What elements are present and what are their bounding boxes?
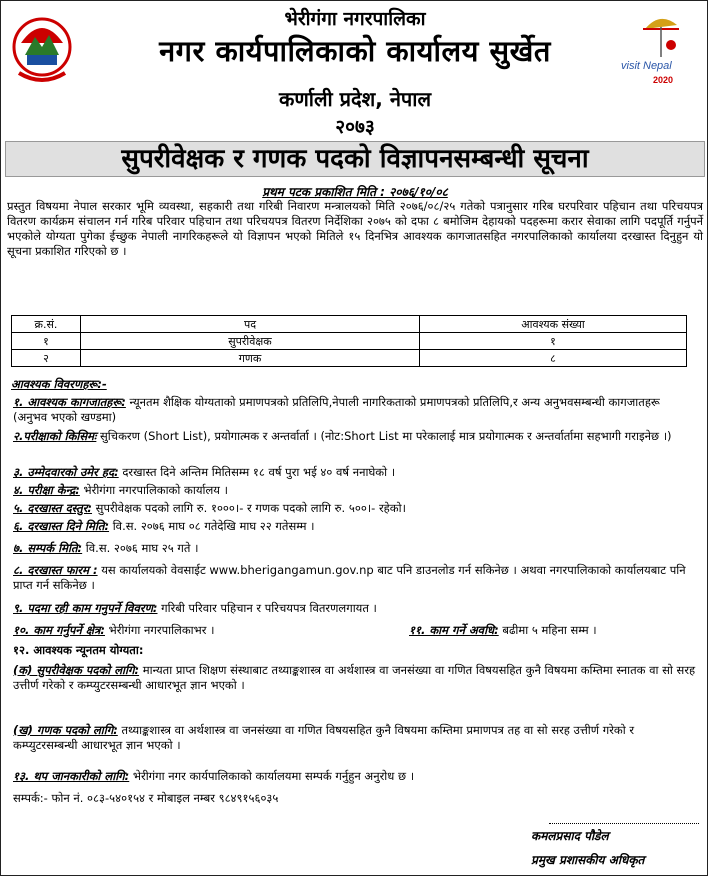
list-item xyxy=(13,465,697,480)
item-text: भेरीगंगा नगरपालिकाभर । xyxy=(105,623,215,637)
province-line: कर्णाली प्रदेश, नेपाल xyxy=(278,87,432,111)
year-line: २०७३ xyxy=(335,116,375,138)
item-label: ५. दरखास्त दस्तुर: xyxy=(13,501,93,515)
table-header-cell: क्र.सं. xyxy=(12,316,81,333)
visit-logo-text: visit Nepal xyxy=(621,60,672,72)
list-item xyxy=(409,623,699,638)
item-label: ११. काम गर्ने अवधि: xyxy=(409,623,499,637)
signature-line xyxy=(549,823,699,824)
item-label: १. आवश्यक कागजातहरू: xyxy=(13,395,126,409)
list-item xyxy=(13,563,697,593)
item-label: १०. काम गर्नुपर्ने क्षेत्र: xyxy=(13,623,105,637)
table-header-row xyxy=(12,316,687,333)
table-cell: १ xyxy=(420,333,687,350)
item-label: ४. परीक्षा केन्द्र: xyxy=(13,483,80,497)
item-label: ३. उम्मेदवारको उमेर हद: xyxy=(13,465,119,479)
visit-logo-year: 2020 xyxy=(653,75,674,85)
item-label: १३. थप जानकारीको लागि: xyxy=(13,769,130,783)
notice-banner: सुपरीवेक्षक र गणक पदको विज्ञापनसम्बन्धी सूचना xyxy=(5,141,705,177)
publication-date: प्रथम पटक प्रकाशित मिति : २०७६/१०/०८ xyxy=(262,185,448,199)
item-label: (क) सुपरीवेक्षक पदको लागि: xyxy=(13,663,140,677)
item-text: तथ्याङ्कशास्त्र वा अर्थशास्त्र वा जनसंख्या वा गणित विषयसहित कुनै विषयमा कम्तिमा प्रमाणपत्र तह वा सो सरह उत्तीर्ण गरेको र कम्प्युटरसम्बन्धी आधारभूत ज्ञान भएको । xyxy=(13,723,635,752)
table-cell: सुपरीवेक्षक xyxy=(81,333,420,350)
table-row xyxy=(12,333,687,350)
list-item xyxy=(13,723,697,753)
table-cell: ८ xyxy=(420,350,687,367)
list-item xyxy=(13,429,697,444)
intro-paragraph: प्रस्तुत विषयमा नेपाल सरकार भूमि व्यवस्था, सहकारी तथा गरिबी निवारण मन्त्रालयको मिति २०७६/०८/२५ गतेको पत्रानुसार गरिब घरपरिवार पहिचान तथा परिचयपत्र वितरण कार्यक्रम संचालन गर्न गरिब परिवार पहिचान तथा परिचयपत्र वितरण निर्देशिका २०७५ को दफा ८ बमोजिम देहायको पदहरूमा करार सेवाका लागि पदपूर्ति गर्नुपर्ने भएकोले योग्यता पुगेका ईच्छुक नेपाली नागरिकहरूले यो विज्ञापन भएको मितिले १५ दिनभित्र आवश्यक कागजातसहित नगरपालिकाको कार्यालया दरखास्त दिनुहुन यो सूचना प्रकाशित गरिएको छ । xyxy=(7,199,703,258)
signatory-name: कमलप्रसाद पौडेल xyxy=(531,829,609,843)
item-text: सुचिकरण (Short List), प्रयोगात्मक र अन्तर्वार्ता । (नोट:Short List मा परेकालाई मात्र प्रयोगात्मक र अन्तर्वार्तामा सहभागी गराइनेछ ।) xyxy=(96,429,672,443)
table-cell: २ xyxy=(12,350,81,367)
qualification-heading: १२. आवश्यक न्यूनतम योग्यता: xyxy=(13,643,144,657)
item-text: दरखास्त दिने अन्तिम मितिसम्म १८ वर्ष पुरा भई ४० वर्ष ननाघेको । xyxy=(118,465,396,479)
item-text: भेरीगंगा नगर कार्यपालिकाको कार्यालयमा सम्पर्क गर्नुहुन अनुरोध छ । xyxy=(129,769,415,783)
item-text: यस कार्यालयको वेवसाईट www.bherigangamun.gov.np बाट पनि डाउनलोड गर्न सकिनेछ । अथवा नगरपालिकाको कार्यालयबाट पनि प्राप्त गर्न सकिनेछ । xyxy=(13,563,686,592)
list-item xyxy=(13,769,697,784)
list-item xyxy=(13,395,697,425)
list-item xyxy=(13,483,697,498)
details-heading: आवश्यक विवरणहरू:- xyxy=(11,377,107,391)
item-text: भेरीगंगा नगरपालिकाको कार्यालय । xyxy=(79,483,228,497)
table-header-cell: पद xyxy=(81,316,420,333)
municipality-name: भेरीगंगा नगरपालिका xyxy=(284,8,426,30)
contact-line: सम्पर्क:- फोन नं. ०८३-५४०१५४ र मोबाइल नम्बर ९८४९१५६०३५ xyxy=(13,791,279,805)
item-text: गरिबी परिवार पहिचान र परिचयपत्र वितरणलगायत । xyxy=(157,601,377,615)
list-item xyxy=(13,663,697,693)
item-label: (ख) गणक पदको लागि: xyxy=(13,723,118,737)
list-item xyxy=(13,519,697,534)
table-row xyxy=(12,350,687,367)
table-header-cell: आवश्यक संख्या xyxy=(420,316,687,333)
list-item xyxy=(13,501,697,516)
item-text: वि.स. २०७६ माघ ०८ गतेदेखि माघ २२ गतेसम्म । xyxy=(109,519,315,533)
list-item xyxy=(13,541,697,556)
item-label: २.परीक्षाको किसिमः xyxy=(13,429,97,443)
item-label: ६. दरखास्त दिने मिति: xyxy=(13,519,110,533)
table-cell: १ xyxy=(12,333,81,350)
item-text: मान्यता प्राप्त शिक्षण संस्थाबाट तथ्याङ्कशास्त्र वा अर्थशास्त्र वा जनसंख्या वा गणित विषयसहित कुनै विषयमा कम्तिमा स्नातक वा सो सरह उत्तीर्ण गरेको र कम्प्युटरसम्बन्धी आधारभूत ज्ञान भएको । xyxy=(13,663,696,692)
list-item xyxy=(13,601,697,616)
signatory-title: प्रमुख प्रशासकीय अधिकृत xyxy=(531,853,645,867)
table-cell: गणक xyxy=(81,350,420,367)
office-title: नगर कार्यपालिकाको कार्यालय सुर्खेत xyxy=(159,34,551,68)
item-text: वि.स. २०७६ माघ २५ गते । xyxy=(82,541,199,555)
item-text: सुपरीवेक्षक पदको लागि रु. १०००।- र गणक पदको लागि रु. ५००।- रहेको। xyxy=(92,501,406,515)
list-item xyxy=(13,623,343,638)
item-text: न्यूनतम शैक्षिक योग्यताको प्रमाणपत्रको प्रतिलिपि,नेपाली नागरिकताको प्रमाणपत्रको प्रतिलिपि,र अन्य अनुभवसम्बन्धी कागजातहरू (अनुभव भएको खण्डमा) xyxy=(13,395,660,424)
item-label: ९. पदमा रही काम गनुपर्ने विवरण: xyxy=(13,601,158,615)
item-label: ७. सम्पर्क मिति: xyxy=(13,541,83,555)
posts-table xyxy=(11,315,687,367)
item-text: बढीमा ५ महिना सम्म । xyxy=(498,623,597,637)
item-label: ८. दरखास्त फारम : xyxy=(13,563,98,577)
